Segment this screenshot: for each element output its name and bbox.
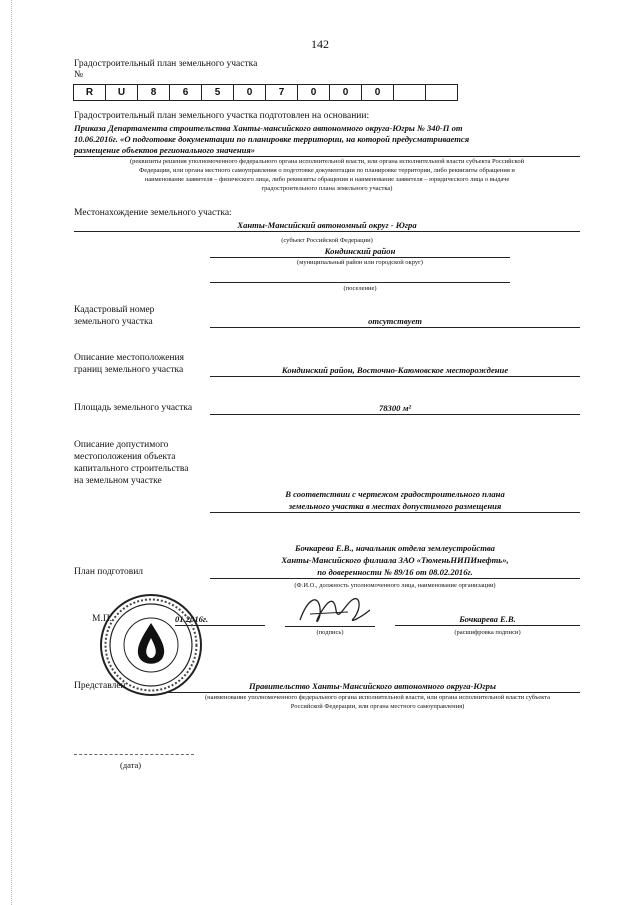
boundaries-label-2: границ земельного участка [74,365,184,375]
submitted-value: Правительство Ханты-Мансийского автономного округа-Югры [165,680,580,693]
boundaries-value: Кондинский район, Восточно-Каюмовское месторождение [210,364,580,377]
basis-line-1: Приказа Департамента строительства Ханты-мансийского автономного округа-Югры № 340-П от [74,123,463,133]
permissible-value-2: земельного участка в местах допустимого размещения [210,500,580,513]
cadastral-label-1: Кадастровый номер [74,305,155,315]
settlement-line [210,282,510,283]
number-cell: 8 [138,85,170,101]
boundaries-label-1: Описание местоположения [74,353,184,363]
number-cell: 0 [362,85,394,101]
basis-note-4: градостроительного плана земельного участка) [261,185,393,192]
basis-line-3: размещение объектов регионального значения» [74,144,580,157]
number-cell [426,85,458,101]
basis-note-1: (реквизиты решения уполномоченного федерального органа исполнительной власти, или органа исполнительной власти субъекта Российской [129,158,525,165]
number-cell: 0 [330,85,362,101]
plan-title: Градостроительный план земельного участка [74,59,258,69]
number-cell: 0 [234,85,266,101]
settlement-caption: (поселение) [343,285,377,292]
cadastral-value: отсутствует [210,315,580,328]
subject-caption: (субъект Российской Федерации) [281,237,373,244]
basis-note-3: наименование заявителя – физического лица, либо реквизиты обращения и наименование заявителя – юридического лица о выдаче [144,176,510,183]
area-label: Площадь земельного участка [74,403,193,413]
prepared-person-1: Бочкарева Е.В., начальник отдела землеустройства [295,543,495,553]
prepared-caption: (Ф.И.О., должность уполномоченного лица, наименование организации) [294,582,496,589]
prepared-date: 01.2016г. [175,613,265,626]
basis-line-2: 10.06.2016г. «О подготовке документации по планировке территории, на которой предусматривается [74,134,470,144]
permissible-label-3: капитального строительства [74,464,189,474]
prepared-decoding: Бочкарева Е.В. [395,613,580,626]
district-caption: (муниципальный район или городской округ) [297,259,423,266]
page-number: 142 [311,37,329,51]
permissible-label-2: местоположения объекта [74,452,176,462]
prepared-person-3: по доверенности № 89/16 от 08.02.2016г. [210,566,580,579]
basis-note-2: Федерации, или органа местного самоуправления о подготовке документации по планировке территории, либо реквизиты обращения и [139,167,515,174]
permissible-label-4: на земельном участке [74,476,162,486]
number-cell: 6 [170,85,202,101]
number-cell: U [106,85,138,101]
location-label: Местонахождение земельного участка: [74,208,232,218]
signature-caption: (подпись) [316,629,344,636]
permissible-label-1: Описание допустимого [74,440,169,450]
date-line [74,754,194,755]
prepared-label: План подготовил [74,567,144,577]
prepared-person-2: Ханты-Мансийского филиала ЗАО «ТюменьНИПИнефть», [281,555,509,565]
mp-label: М.П. [92,614,113,624]
location-subject: Ханты-Мансийский автономный округ - Югра [74,219,580,232]
number-cell: 7 [266,85,298,101]
submitted-caption-1: (наименование уполномоченного федерального органа исполнительной власти, или органа исполнительной власти субъекта [204,694,551,701]
number-cell: R [74,85,106,101]
signature-line [285,626,375,627]
date-caption: (дата) [120,760,142,770]
plan-number-table [73,84,458,101]
number-sign: № [74,70,84,80]
area-value: 78300 м² [210,402,580,415]
submitted-caption-2: Российской Федерации, или органа местного самоуправления) [290,703,465,710]
cadastral-label-2: земельного участка [74,317,153,327]
number-cell: 5 [202,85,234,101]
location-district: Кондинский район [210,245,510,258]
decoding-caption: (расшифровка подписи) [454,629,521,636]
number-cell: 0 [298,85,330,101]
permissible-value-1: В соответствии с чертежом градостроительного плана [285,489,505,499]
number-cell [394,85,426,101]
submitted-label: Представлен [74,681,126,691]
margin-guide [11,0,12,905]
basis-heading: Градостроительный план земельного участка подготовлен на основании: [74,111,370,121]
